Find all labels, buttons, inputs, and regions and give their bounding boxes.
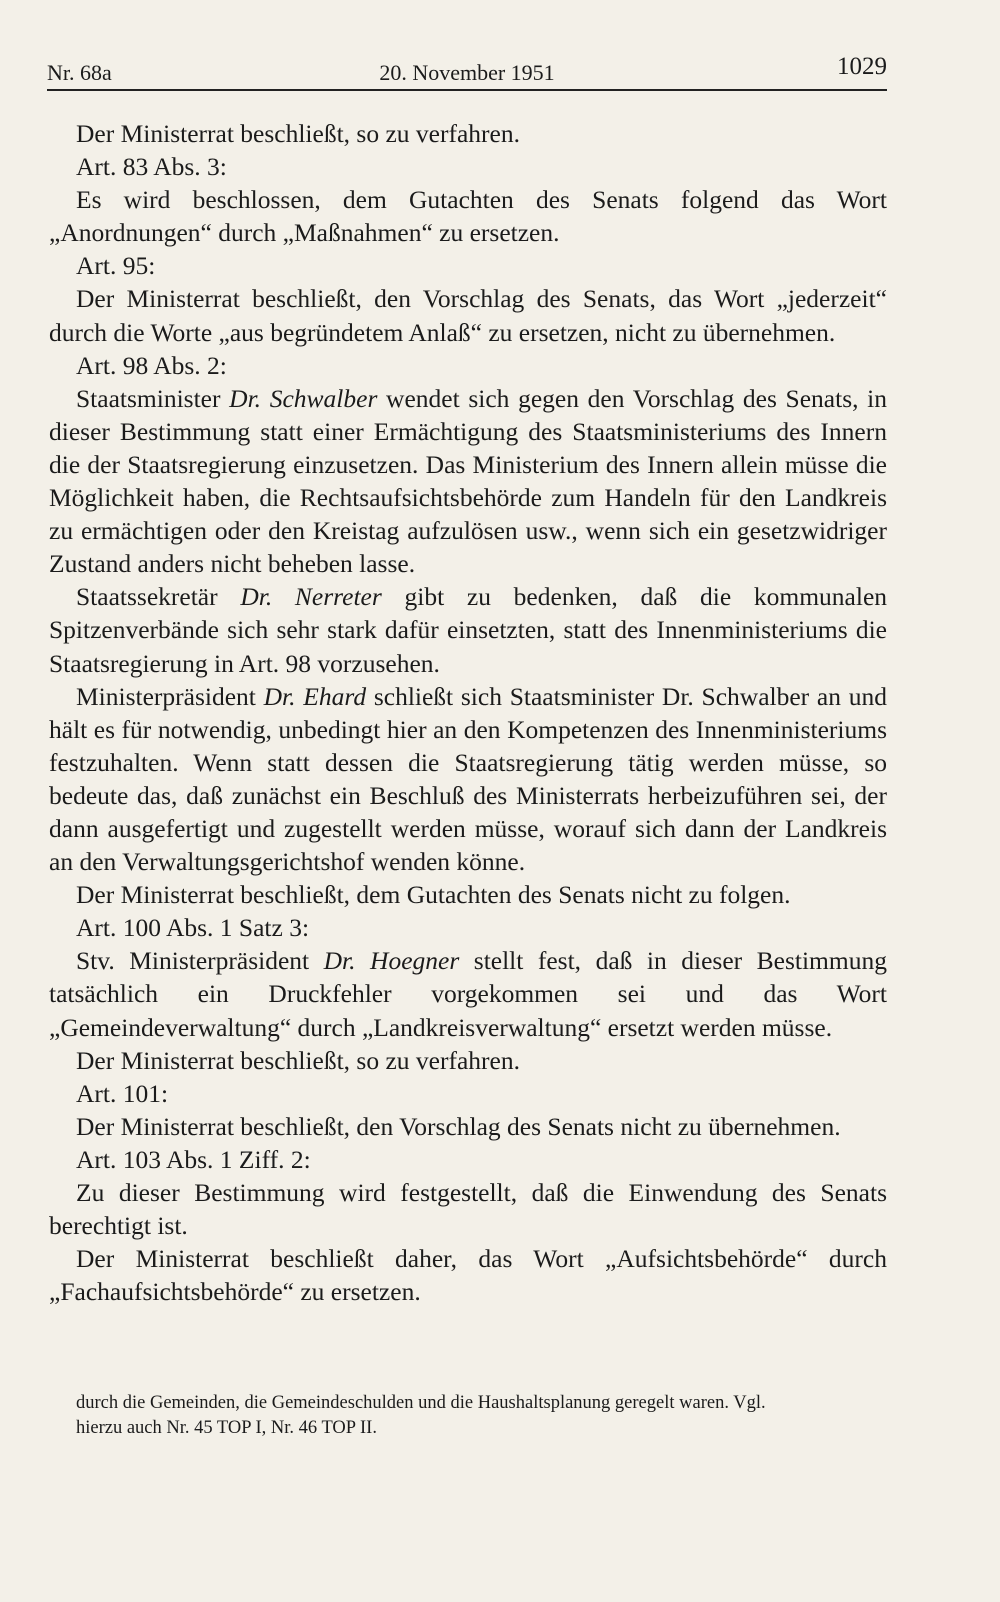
body-paragraph <box>49 878 887 911</box>
paragraph-text: Art. 101: <box>76 1078 169 1108</box>
paragraph-text: Art. 95: <box>76 251 156 281</box>
body-paragraph <box>49 349 887 382</box>
paragraph-text: wendet sich gegen den Vorschlag des Senats, in dieser Bestimmung statt einer Ermächtigung des Staatsministeriums des Innern die der Staatsregierung einzusetzen. Das Ministerium des Innern allein müsse die Möglichkeit haben, die Rechtsaufsichtsbehörde zum Handeln für den Landkreis zu ermächtigen oder den Kreistag aufzulösen usw., wenn sich ein gesetzwidriger Zustand anders nicht beheben lasse. <box>49 383 887 579</box>
body-paragraph <box>49 944 887 1043</box>
paragraph-text: Stv. Ministerpräsident <box>76 946 324 976</box>
body-paragraph <box>49 1176 887 1242</box>
body-paragraph <box>49 282 887 348</box>
body-paragraph <box>49 150 887 183</box>
body-paragraph <box>49 1143 887 1176</box>
body-paragraph <box>49 183 887 249</box>
body-paragraph <box>49 680 887 879</box>
body-paragraph <box>49 117 887 150</box>
paragraph-text: Art. 83 Abs. 3: <box>76 152 227 182</box>
paragraph-text: Der Ministerrat beschließt, dem Gutachten des Senats nicht zu folgen. <box>76 880 791 910</box>
footnote-line: hierzu auch Nr. 45 TOP I, Nr. 46 TOP II. <box>76 1418 377 1438</box>
paragraph-text: Der Ministerrat beschließt, den Vorschlag des Senats, das Wort „jederzeit“ durch die Worte „aus begründetem Anlaß“ zu ersetzen, nicht zu übernehmen. <box>49 284 887 347</box>
paragraph-text: gibt zu bedenken, daß die kommunalen Spitzenverbände sich sehr stark dafür einsetzten, statt des Innenministeriums die Staatsregierung in Art. 98 vorzusehen. <box>49 582 888 678</box>
footnote <box>76 1391 888 1441</box>
body-paragraph <box>49 1110 887 1143</box>
paragraph-text: schließt sich Staatsminister Dr. Schwalber an und hält es für notwendig, unbedingt hier an den Kompetenzen des Innenministeriums festzuhalten. Wenn statt dessen die Staatsregierung tätig werden müsse, so bedeute das, daß zunächst ein Beschluß des Ministerrats herbeizuführen sei, der dann ausgefertigt und zugestellt werden müsse, worauf sich dann der Landkreis an den Verwaltungsgerichtshof wenden könne. <box>49 681 887 877</box>
body-text <box>49 117 887 1308</box>
paragraph-text: Staatsminister <box>76 383 230 413</box>
footnote-line: durch die Gemeinden, die Gemeindeschulden und die Haushaltsplanung geregelt waren. Vgl. <box>76 1393 766 1413</box>
paragraph-text: Der Ministerrat beschließt, so zu verfahren. <box>76 119 520 148</box>
document-number: Nr. 68a <box>47 60 112 85</box>
body-paragraph <box>49 911 887 944</box>
body-paragraph <box>49 580 887 679</box>
speaker-name: Dr. Hoegner <box>323 946 460 976</box>
paragraph-text: Der Ministerrat beschließt, den Vorschlag des Senats nicht zu übernehmen. <box>76 1111 841 1141</box>
page-number: 1029 <box>837 53 887 80</box>
paragraph-text: Art. 103 Abs. 1 Ziff. 2: <box>76 1144 311 1174</box>
speaker-name: Dr. Schwalber <box>229 383 378 413</box>
speaker-name: Dr. Ehard <box>263 681 367 711</box>
paragraph-text: stellt fest, daß in dieser Bestimmung tatsächlich ein Druckfehler vorgekommen sei und das Wort „Gemeindeverwaltung“ durch „Landkreisverwaltung“ ersetzt werden müsse. <box>49 946 887 1042</box>
body-paragraph <box>49 249 887 282</box>
body-paragraph <box>49 1044 887 1077</box>
page-header <box>47 50 887 90</box>
paragraph-text: Ministerpräsident <box>76 681 264 711</box>
paragraph-text: Staatssekretär <box>76 582 241 612</box>
body-paragraph <box>49 382 887 581</box>
speaker-name: Dr. Nerreter <box>240 582 382 612</box>
paragraph-text: Art. 100 Abs. 1 Satz 3: <box>76 913 310 943</box>
paragraph-text: Der Ministerrat beschließt daher, das Wort „Aufsichtsbehörde“ durch „Fachaufsichtsbehörde“ zu ersetzen. <box>49 1244 887 1307</box>
body-paragraph <box>49 1077 887 1110</box>
body-paragraph <box>49 1242 887 1308</box>
paragraph-text: Art. 98 Abs. 2: <box>76 350 227 380</box>
paragraph-text: Zu dieser Bestimmung wird festgestellt, daß die Einwendung des Senats berechtigt ist. <box>49 1178 887 1241</box>
paragraph-text: Der Ministerrat beschließt, so zu verfahren. <box>76 1045 520 1075</box>
header-rule <box>47 89 887 91</box>
paragraph-text: Es wird beschlossen, dem Gutachten des Senats folgend das Wort „Anordnungen“ durch „Maßnahmen“ zu ersetzen. <box>49 185 887 248</box>
meeting-date: 20. November 1951 <box>379 60 555 85</box>
